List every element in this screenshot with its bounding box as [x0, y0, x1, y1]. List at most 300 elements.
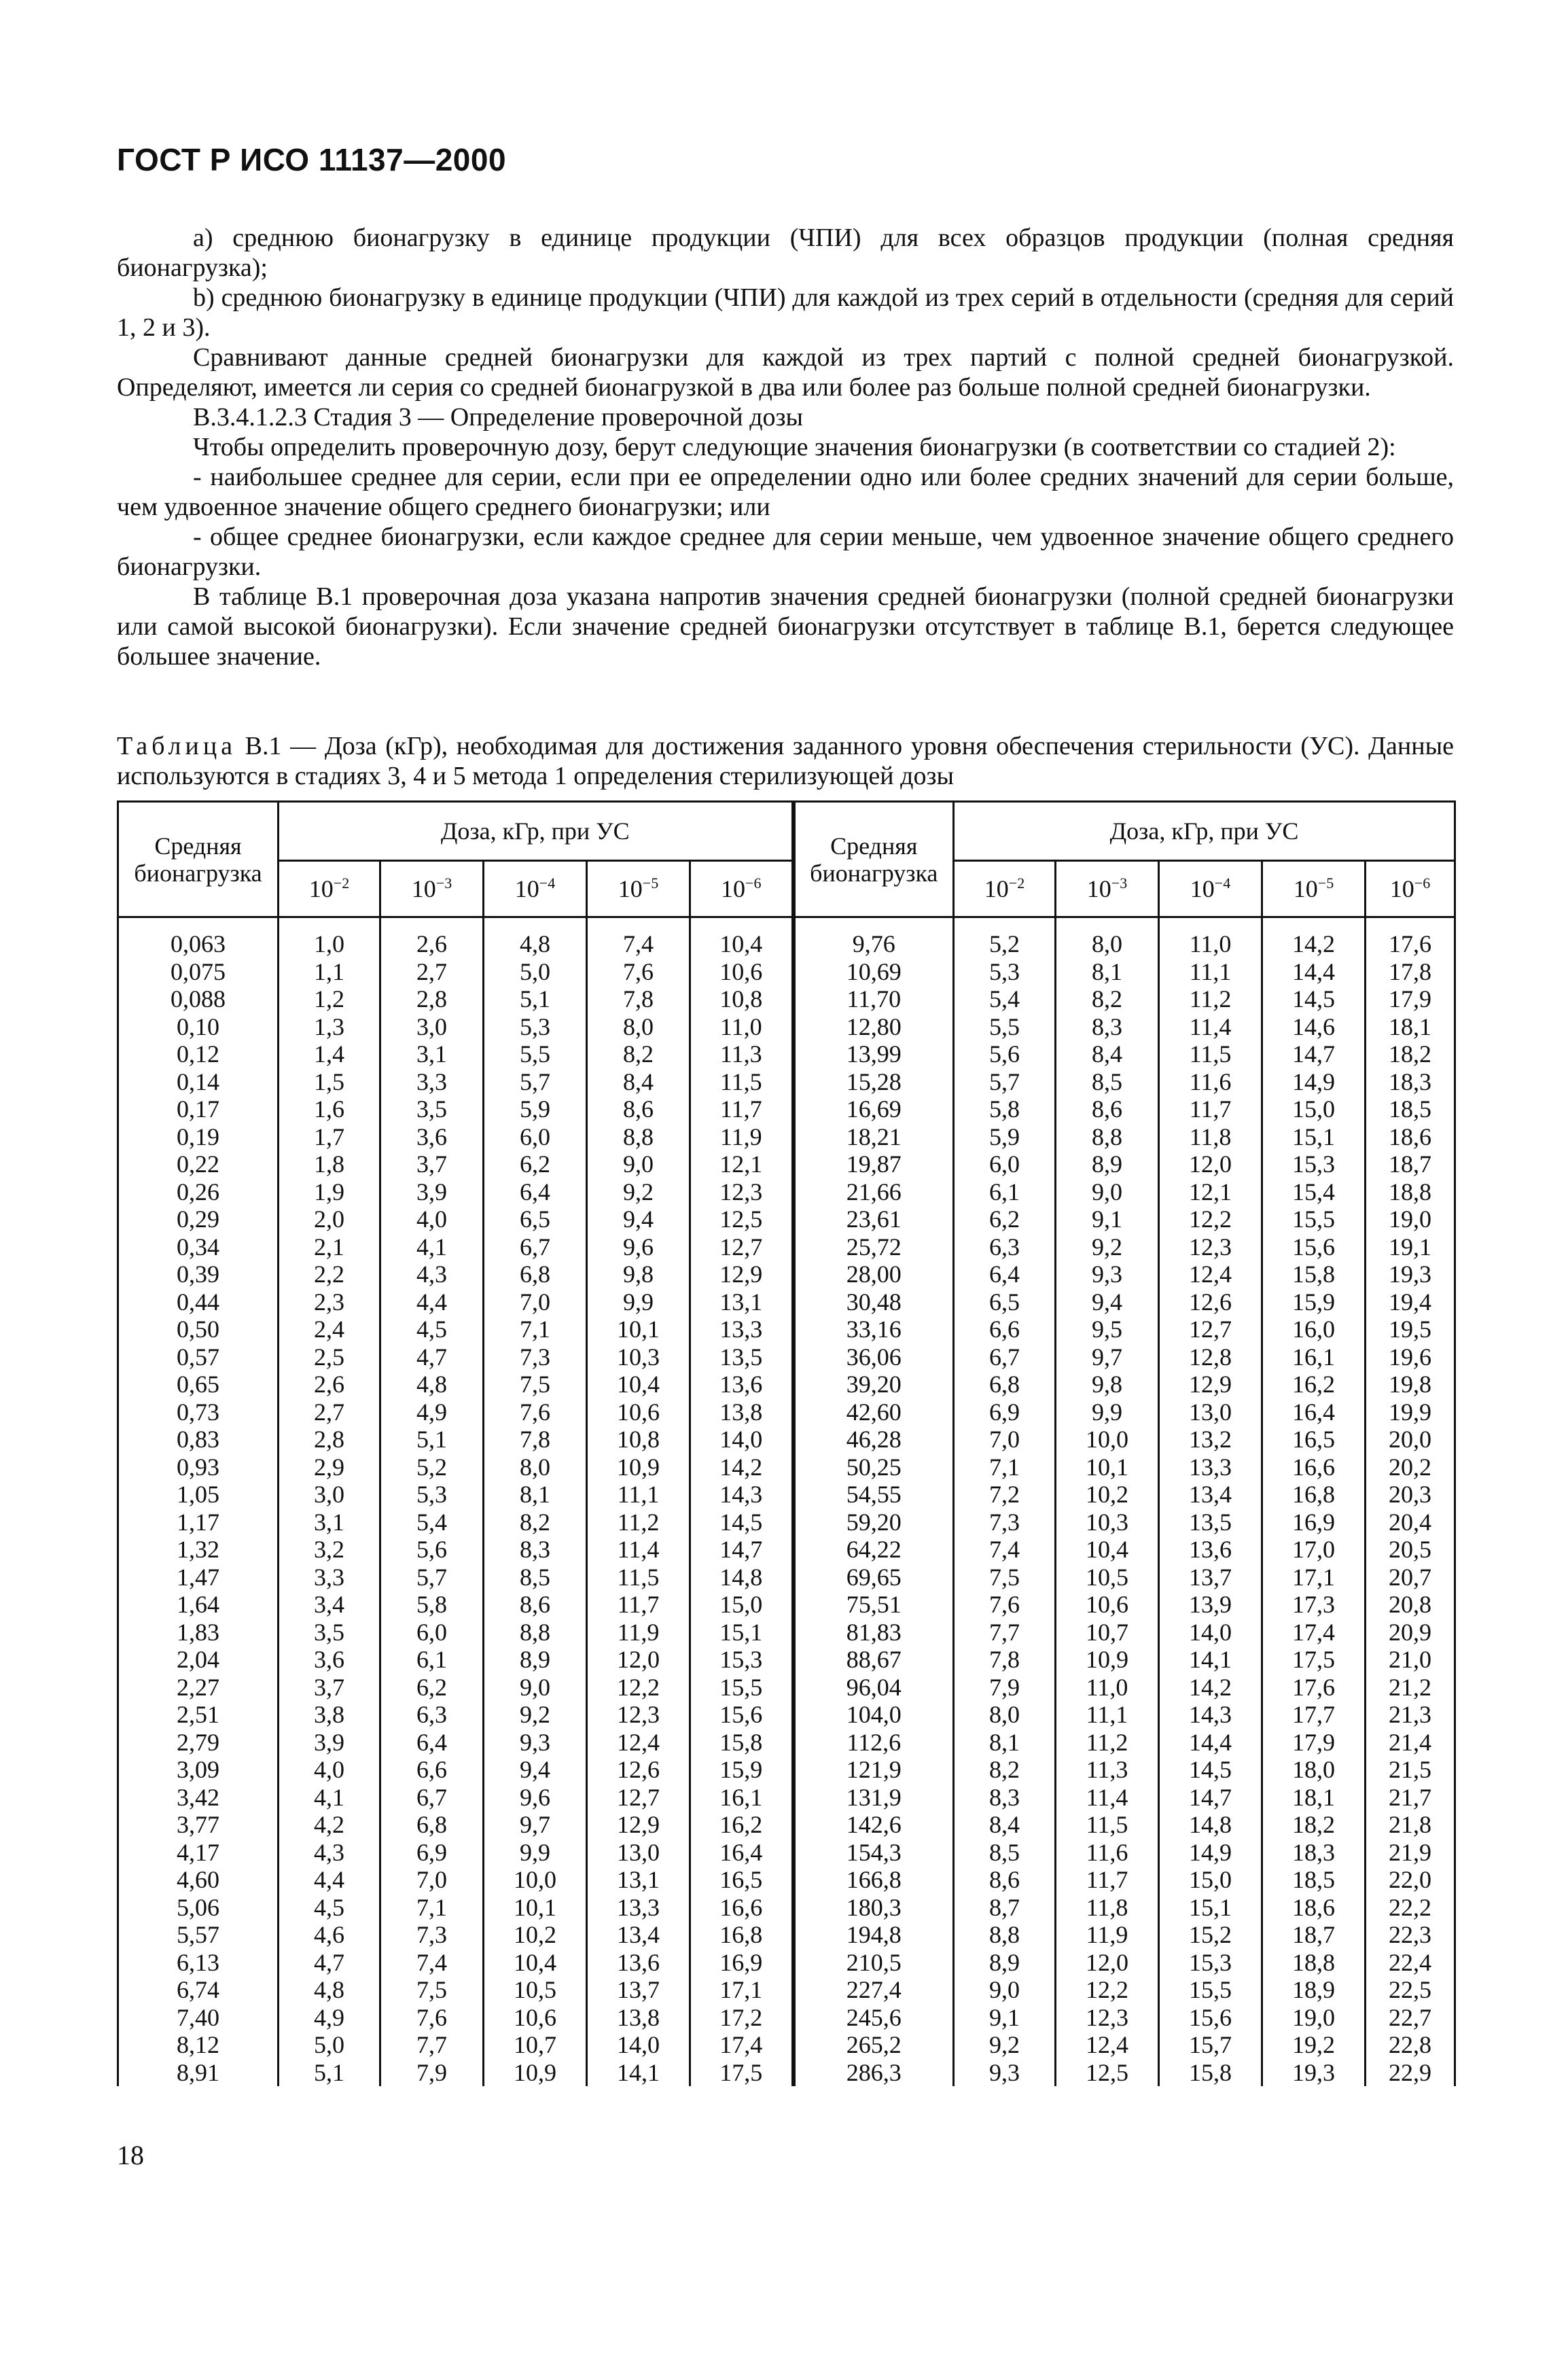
sal-base: 10 — [308, 875, 334, 902]
table-cell: 2,7 — [279, 1398, 380, 1426]
table-cell: 1,5 — [279, 1068, 380, 1096]
table-cell: 14,2 — [1159, 1674, 1262, 1702]
table-cell: 11,1 — [587, 1481, 690, 1509]
table-cell: 8,12 — [118, 2031, 279, 2059]
table-cell: 11,5 — [1056, 1811, 1159, 1839]
table-cell: 11,2 — [1159, 985, 1262, 1013]
table-cell: 0,088 — [118, 985, 279, 1013]
table-cell: 8,5 — [954, 1839, 1056, 1867]
table-cell: 8,6 — [484, 1591, 587, 1619]
table-cell: 5,6 — [954, 1040, 1056, 1068]
table-cell: 12,9 — [1159, 1371, 1262, 1398]
table-cell: 14,7 — [690, 1536, 794, 1564]
table-cell: 12,4 — [587, 1729, 690, 1757]
table-cell: 8,4 — [954, 1811, 1056, 1839]
table-cell: 15,9 — [690, 1756, 794, 1784]
table-cell: 17,7 — [1262, 1701, 1366, 1729]
table-row — [118, 1921, 1455, 1949]
table-cell: 10,5 — [1056, 1564, 1159, 1591]
table-row — [118, 1811, 1455, 1839]
caption-label: Таблица — [117, 732, 237, 760]
table-cell: 18,7 — [1366, 1150, 1455, 1178]
table-row — [118, 1398, 1455, 1426]
sal-header-cell — [1159, 861, 1262, 917]
table-cell: 13,3 — [690, 1316, 794, 1343]
body-text — [117, 223, 1454, 671]
table-cell: 12,2 — [1056, 1976, 1159, 2004]
table-cell: 4,5 — [380, 1316, 484, 1343]
table-cell: 14,0 — [1159, 1619, 1262, 1646]
table-cell: 5,0 — [279, 2031, 380, 2059]
table-cell: 16,9 — [690, 1949, 794, 1977]
table-cell: 3,6 — [279, 1646, 380, 1674]
table-cell: 14,2 — [1262, 917, 1366, 958]
table-cell: 17,3 — [1262, 1591, 1366, 1619]
table-cell: 9,7 — [484, 1811, 587, 1839]
table-cell: 28,00 — [794, 1261, 954, 1288]
table-cell: 0,93 — [118, 1454, 279, 1481]
table-cell: 11,5 — [690, 1068, 794, 1096]
table-cell: 59,20 — [794, 1509, 954, 1536]
table-cell: 8,8 — [954, 1921, 1056, 1949]
paragraph-compare: Сравнивают данные средней бионагрузки для каждой из трех партий с полной средней бионагрузкой. Определяют, имеется ли серия со средней бионагрузкой в два или более раз больше полной средней бионагрузки. — [117, 343, 1454, 402]
table-cell: 4,9 — [279, 2004, 380, 2032]
sal-exponent: −4 — [539, 875, 556, 892]
table-cell: 265,2 — [794, 2031, 954, 2059]
table-cell: 36,06 — [794, 1343, 954, 1371]
table-cell: 19,4 — [1366, 1288, 1455, 1316]
table-cell: 5,1 — [279, 2059, 380, 2087]
table-row — [118, 1068, 1455, 1096]
table-cell: 4,1 — [380, 1233, 484, 1261]
table-cell: 20,5 — [1366, 1536, 1455, 1564]
table-cell: 11,6 — [1056, 1839, 1159, 1867]
table-row — [118, 1316, 1455, 1343]
table-cell: 9,6 — [484, 1784, 587, 1812]
table-cell: 5,6 — [380, 1536, 484, 1564]
table-cell: 16,8 — [1262, 1481, 1366, 1509]
table-cell: 1,0 — [279, 917, 380, 958]
table-cell: 19,0 — [1366, 1205, 1455, 1233]
table-cell: 1,3 — [279, 1013, 380, 1041]
table-cell: 8,0 — [954, 1701, 1056, 1729]
header-dose-right: Доза, кГр, при УС — [954, 802, 1455, 861]
table-cell: 2,9 — [279, 1454, 380, 1481]
sal-header-cell — [954, 861, 1056, 917]
table-row — [118, 1150, 1455, 1178]
table-cell: 5,3 — [484, 1013, 587, 1041]
table-cell: 42,60 — [794, 1398, 954, 1426]
table-cell: 5,1 — [484, 985, 587, 1013]
table-cell: 8,0 — [1056, 917, 1159, 958]
table-row — [118, 1343, 1455, 1371]
table-cell: 8,3 — [1056, 1013, 1159, 1041]
table-cell: 6,8 — [484, 1261, 587, 1288]
table-cell: 8,0 — [484, 1454, 587, 1481]
table-cell: 16,8 — [690, 1921, 794, 1949]
table-row — [118, 1701, 1455, 1729]
table-cell: 5,4 — [380, 1509, 484, 1536]
table-cell: 5,9 — [484, 1095, 587, 1123]
table-cell: 15,1 — [1262, 1123, 1366, 1151]
table-cell: 19,0 — [1262, 2004, 1366, 2032]
table-cell: 10,7 — [1056, 1619, 1159, 1646]
paragraph-table-ref: В таблице В.1 проверочная доза указана напротив значения средней бионагрузки (полной средней бионагрузки или самой высокой бионагрузки). Если значение средней бионагрузки отсутствует в таблице В.1, берется следующее большее значение. — [117, 582, 1454, 671]
table-cell: 14,4 — [1159, 1729, 1262, 1757]
table-cell: 22,7 — [1366, 2004, 1455, 2032]
table-cell: 11,7 — [1159, 1095, 1262, 1123]
table-row — [118, 1784, 1455, 1812]
table-cell: 11,4 — [1056, 1784, 1159, 1812]
table-cell: 4,4 — [279, 1866, 380, 1894]
table-cell: 21,5 — [1366, 1756, 1455, 1784]
table-cell: 4,3 — [380, 1261, 484, 1288]
table-cell: 12,6 — [1159, 1288, 1262, 1316]
table-cell: 9,4 — [1056, 1288, 1159, 1316]
table-cell: 12,5 — [1056, 2059, 1159, 2087]
sal-base: 10 — [1389, 875, 1414, 902]
table-cell: 8,8 — [484, 1619, 587, 1646]
table-cell: 14,3 — [690, 1481, 794, 1509]
table-cell: 21,4 — [1366, 1729, 1455, 1757]
table-cell: 13,4 — [587, 1921, 690, 1949]
table-cell: 7,3 — [954, 1509, 1056, 1536]
table-cell: 6,5 — [484, 1205, 587, 1233]
table-cell: 9,0 — [587, 1150, 690, 1178]
table-cell: 12,9 — [587, 1811, 690, 1839]
table-cell: 4,17 — [118, 1839, 279, 1867]
table-cell: 21,3 — [1366, 1701, 1455, 1729]
table-cell: 9,2 — [1056, 1233, 1159, 1261]
table-cell: 54,55 — [794, 1481, 954, 1509]
table-cell: 12,5 — [690, 1205, 794, 1233]
table-cell: 11,4 — [587, 1536, 690, 1564]
table-cell: 7,2 — [954, 1481, 1056, 1509]
table-row — [118, 1205, 1455, 1233]
table-cell: 7,5 — [954, 1564, 1056, 1591]
table-cell: 4,60 — [118, 1866, 279, 1894]
table-cell: 4,0 — [279, 1756, 380, 1784]
table-cell: 6,2 — [380, 1674, 484, 1702]
table-cell: 14,5 — [690, 1509, 794, 1536]
table-cell: 2,8 — [380, 985, 484, 1013]
sal-header-cell — [690, 861, 794, 917]
table-cell: 13,3 — [1159, 1454, 1262, 1481]
table-cell: 12,0 — [1056, 1949, 1159, 1977]
header-dose-left: Доза, кГр, при УС — [279, 802, 794, 861]
table-cell: 8,0 — [587, 1013, 690, 1041]
table-cell: 19,3 — [1366, 1261, 1455, 1288]
table-cell: 18,2 — [1366, 1040, 1455, 1068]
table-cell: 10,2 — [1056, 1481, 1159, 1509]
table-cell: 0,17 — [118, 1095, 279, 1123]
table-cell: 15,9 — [1262, 1288, 1366, 1316]
table-cell: 5,8 — [954, 1095, 1056, 1123]
table-cell: 2,04 — [118, 1646, 279, 1674]
table-cell: 3,8 — [279, 1701, 380, 1729]
table-cell: 104,0 — [794, 1701, 954, 1729]
table-cell: 3,3 — [380, 1068, 484, 1096]
sal-exponent: −3 — [435, 875, 452, 892]
table-cell: 6,0 — [380, 1619, 484, 1646]
sal-exponent: −6 — [1414, 875, 1431, 892]
table-cell: 9,1 — [1056, 1205, 1159, 1233]
table-cell: 17,4 — [690, 2031, 794, 2059]
table-cell: 6,8 — [380, 1811, 484, 1839]
table-cell: 6,4 — [954, 1261, 1056, 1288]
table-cell: 3,5 — [279, 1619, 380, 1646]
table-cell: 9,8 — [1056, 1371, 1159, 1398]
table-cell: 6,0 — [484, 1123, 587, 1151]
table-cell: 0,65 — [118, 1371, 279, 1398]
table-cell: 7,6 — [954, 1591, 1056, 1619]
sal-base: 10 — [1086, 875, 1111, 902]
table-cell: 18,5 — [1262, 1866, 1366, 1894]
table-cell: 22,3 — [1366, 1921, 1455, 1949]
table-cell: 6,5 — [954, 1288, 1056, 1316]
table-cell: 8,91 — [118, 2059, 279, 2087]
table-cell: 1,2 — [279, 985, 380, 1013]
table-cell: 9,4 — [484, 1756, 587, 1784]
table-cell: 21,2 — [1366, 1674, 1455, 1702]
table-cell: 64,22 — [794, 1536, 954, 1564]
table-cell: 12,3 — [690, 1178, 794, 1206]
table-cell: 8,1 — [954, 1729, 1056, 1757]
table-cell: 20,8 — [1366, 1591, 1455, 1619]
table-cell: 14,9 — [1159, 1839, 1262, 1867]
table-cell: 15,8 — [690, 1729, 794, 1757]
table-cell: 3,4 — [279, 1591, 380, 1619]
table-cell: 11,0 — [1056, 1674, 1159, 1702]
table-cell: 11,6 — [1159, 1068, 1262, 1096]
table-cell: 15,0 — [1159, 1866, 1262, 1894]
table-cell: 11,9 — [690, 1123, 794, 1151]
table-cell: 13,4 — [1159, 1481, 1262, 1509]
table-cell: 10,6 — [690, 958, 794, 986]
table-cell: 11,2 — [1056, 1729, 1159, 1757]
table-row — [118, 1756, 1455, 1784]
table-cell: 3,6 — [380, 1123, 484, 1151]
table-row — [118, 1866, 1455, 1894]
table-cell: 2,8 — [279, 1426, 380, 1454]
table-cell: 121,9 — [794, 1756, 954, 1784]
table-cell: 7,0 — [380, 1866, 484, 1894]
table-cell: 13,0 — [587, 1839, 690, 1867]
table-cell: 10,1 — [484, 1894, 587, 1922]
table-cell: 8,3 — [954, 1784, 1056, 1812]
table-cell: 7,6 — [587, 958, 690, 986]
table-cell: 4,8 — [484, 917, 587, 958]
table-cell: 8,5 — [484, 1564, 587, 1591]
table-cell: 5,2 — [380, 1454, 484, 1481]
table-cell: 14,0 — [690, 1426, 794, 1454]
table-cell: 11,5 — [587, 1564, 690, 1591]
table-cell: 7,7 — [954, 1619, 1056, 1646]
table-cell: 6,3 — [380, 1701, 484, 1729]
sal-exponent: −3 — [1111, 875, 1128, 892]
table-cell: 7,9 — [380, 2059, 484, 2087]
table-cell: 88,67 — [794, 1646, 954, 1674]
table-cell: 13,1 — [587, 1866, 690, 1894]
table-cell: 3,7 — [279, 1674, 380, 1702]
table-cell: 11,4 — [1159, 1013, 1262, 1041]
table-cell: 7,40 — [118, 2004, 279, 2032]
table-cell: 21,66 — [794, 1178, 954, 1206]
table-cell: 8,2 — [954, 1756, 1056, 1784]
table-cell: 11,3 — [690, 1040, 794, 1068]
table-row — [118, 985, 1455, 1013]
table-cell: 30,48 — [794, 1288, 954, 1316]
table-cell: 10,6 — [587, 1398, 690, 1426]
table-cell: 10,69 — [794, 958, 954, 986]
table-cell: 5,9 — [954, 1123, 1056, 1151]
table-body — [118, 917, 1455, 2087]
table-cell: 3,1 — [279, 1509, 380, 1536]
table-row — [118, 2004, 1455, 2032]
table-cell: 0,063 — [118, 917, 279, 958]
table-cell: 19,2 — [1262, 2031, 1366, 2059]
table-cell: 10,6 — [1056, 1591, 1159, 1619]
table-cell: 18,21 — [794, 1123, 954, 1151]
sal-base: 10 — [514, 875, 539, 902]
table-cell: 3,2 — [279, 1536, 380, 1564]
table-cell: 14,8 — [1159, 1811, 1262, 1839]
table-cell: 0,22 — [118, 1150, 279, 1178]
table-cell: 4,7 — [380, 1343, 484, 1371]
table-cell: 7,3 — [380, 1921, 484, 1949]
table-cell: 1,4 — [279, 1040, 380, 1068]
table-row — [118, 1233, 1455, 1261]
table-cell: 22,2 — [1366, 1894, 1455, 1922]
table-cell: 21,8 — [1366, 1811, 1455, 1839]
table-cell: 10,8 — [690, 985, 794, 1013]
table-cell: 18,1 — [1366, 1013, 1455, 1041]
sal-header-cell — [1262, 861, 1366, 917]
header-bioburden-right: Средняя бионагрузка — [794, 802, 954, 917]
table-cell: 3,3 — [279, 1564, 380, 1591]
dose-table — [117, 800, 1456, 2086]
table-cell: 2,4 — [279, 1316, 380, 1343]
table-cell: 9,0 — [484, 1674, 587, 1702]
table-cell: 16,1 — [1262, 1343, 1366, 1371]
table-cell: 13,7 — [1159, 1564, 1262, 1591]
table-cell: 7,0 — [954, 1426, 1056, 1454]
table-cell: 12,1 — [690, 1150, 794, 1178]
table-cell: 11,2 — [587, 1509, 690, 1536]
table-cell: 2,2 — [279, 1261, 380, 1288]
table-cell: 0,44 — [118, 1288, 279, 1316]
table-cell: 16,5 — [1262, 1426, 1366, 1454]
table-cell: 0,12 — [118, 1040, 279, 1068]
table-cell: 8,9 — [954, 1949, 1056, 1977]
table-cell: 4,6 — [279, 1921, 380, 1949]
table-cell: 12,80 — [794, 1013, 954, 1041]
sal-exponent: −5 — [1317, 875, 1334, 892]
table-cell: 7,5 — [380, 1976, 484, 2004]
sal-header-cell — [587, 861, 690, 917]
table-cell: 4,0 — [380, 1205, 484, 1233]
table-cell: 15,0 — [690, 1591, 794, 1619]
table-cell: 6,4 — [484, 1178, 587, 1206]
table-cell: 17,8 — [1366, 958, 1455, 986]
table-cell: 16,4 — [690, 1839, 794, 1867]
table-cell: 0,19 — [118, 1123, 279, 1151]
table-cell: 12,3 — [1159, 1233, 1262, 1261]
table-cell: 2,79 — [118, 1729, 279, 1757]
table-cell: 20,4 — [1366, 1509, 1455, 1536]
table-cell: 7,1 — [380, 1894, 484, 1922]
table-row — [118, 1839, 1455, 1867]
table-cell: 6,2 — [954, 1205, 1056, 1233]
table-cell: 13,1 — [690, 1288, 794, 1316]
table-cell: 0,83 — [118, 1426, 279, 1454]
table-cell: 15,2 — [1159, 1921, 1262, 1949]
table-row — [118, 1040, 1455, 1068]
table-cell: 6,3 — [954, 1233, 1056, 1261]
table-cell: 7,6 — [380, 2004, 484, 2032]
paragraph-a: a) среднюю бионагрузку в единице продукции (ЧПИ) для всех образцов продукции (полная средняя бионагрузка); — [117, 224, 1454, 282]
sal-base: 10 — [721, 875, 746, 902]
table-cell: 10,9 — [587, 1454, 690, 1481]
table-cell: 2,6 — [380, 917, 484, 958]
table-cell: 16,4 — [1262, 1398, 1366, 1426]
table-cell: 0,10 — [118, 1013, 279, 1041]
table-cell: 16,9 — [1262, 1509, 1366, 1536]
table-cell: 6,9 — [954, 1398, 1056, 1426]
table-cell: 8,4 — [1056, 1040, 1159, 1068]
table-cell: 20,2 — [1366, 1454, 1455, 1481]
table-row — [118, 1481, 1455, 1509]
table-cell: 16,5 — [690, 1866, 794, 1894]
table-cell: 15,1 — [1159, 1894, 1262, 1922]
table-caption — [117, 731, 1454, 791]
table-cell: 7,6 — [484, 1398, 587, 1426]
table-cell: 5,8 — [380, 1591, 484, 1619]
table-cell: 5,7 — [380, 1564, 484, 1591]
table-row — [118, 1949, 1455, 1977]
table-row — [118, 1454, 1455, 1481]
table-cell: 2,0 — [279, 1205, 380, 1233]
list-item-highest: - наибольшее среднее для серии, если при ее определении одно или более средних значений для серии больше, чем удвоенное значение общего среднего бионагрузки; или — [117, 463, 1454, 521]
table-cell: 16,2 — [1262, 1371, 1366, 1398]
table-cell: 16,2 — [690, 1811, 794, 1839]
table-cell: 7,3 — [484, 1343, 587, 1371]
table-cell: 10,9 — [1056, 1646, 1159, 1674]
table-cell: 81,83 — [794, 1619, 954, 1646]
table-cell: 12,4 — [1056, 2031, 1159, 2059]
table-cell: 15,6 — [1159, 2004, 1262, 2032]
table-cell: 2,27 — [118, 1674, 279, 1702]
table-cell: 194,8 — [794, 1921, 954, 1949]
table-cell: 7,1 — [954, 1454, 1056, 1481]
header-bioburden-left: Средняя бионагрузка — [118, 802, 279, 917]
table-cell: 14,0 — [587, 2031, 690, 2059]
table-cell: 9,3 — [954, 2059, 1056, 2087]
table-cell: 6,1 — [380, 1646, 484, 1674]
table-cell: 7,4 — [954, 1536, 1056, 1564]
table-cell: 18,9 — [1262, 1976, 1366, 2004]
table-cell: 4,1 — [279, 1784, 380, 1812]
table-cell: 1,6 — [279, 1095, 380, 1123]
table-cell: 11,7 — [690, 1095, 794, 1123]
table-cell: 19,9 — [1366, 1398, 1455, 1426]
table-cell: 18,0 — [1262, 1756, 1366, 1784]
table-cell: 4,8 — [380, 1371, 484, 1398]
table-row — [118, 1013, 1455, 1041]
table-cell: 4,5 — [279, 1894, 380, 1922]
table-row — [118, 1536, 1455, 1564]
table-cell: 15,4 — [1262, 1178, 1366, 1206]
